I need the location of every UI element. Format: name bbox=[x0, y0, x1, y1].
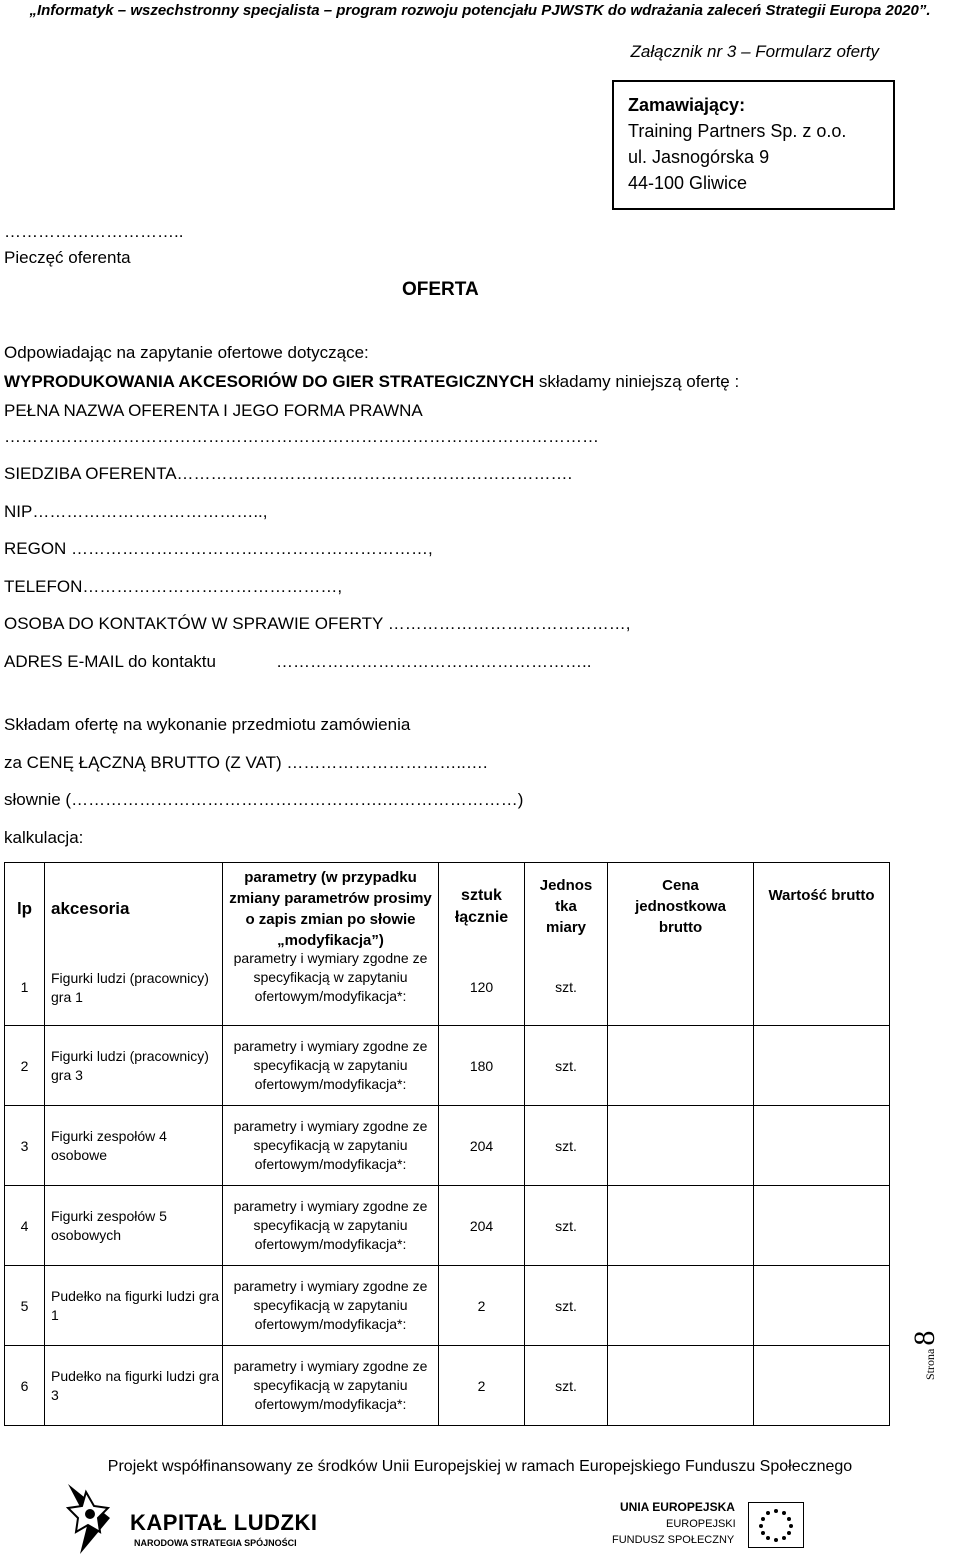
unit-value: szt. bbox=[525, 1186, 608, 1266]
item-name: Figurki ludzi (pracownicy) gra 3 bbox=[45, 1026, 223, 1106]
logo-right-line1: UNIA EUROPEJSKA bbox=[620, 1500, 735, 1514]
field-seat: SIEDZIBA OFERENTA……………………………………………………………. bbox=[4, 464, 573, 483]
item-name: Pudełko na figurki ludzi gra 3 bbox=[45, 1346, 223, 1426]
intro-subject-suffix: składamy niniejszą ofertę : bbox=[534, 372, 740, 391]
intro-subject-line bbox=[4, 372, 739, 392]
buyer-box bbox=[612, 80, 895, 210]
table-row bbox=[5, 1106, 890, 1186]
params-text: parametry i wymiary zgodne ze specyfikacją w zapytaniu ofertowym/modyfikacja*: bbox=[223, 1026, 439, 1106]
item-header: akcesoria bbox=[51, 899, 130, 918]
field-nip: NIP………………………………….., bbox=[4, 502, 268, 521]
intro-line: Odpowiadając na zapytanie ofertowe dotyczące: bbox=[4, 343, 369, 362]
unit-value: szt. bbox=[525, 1026, 608, 1106]
page-label: Strona bbox=[923, 1348, 937, 1380]
offer-price: za CENĘ ŁĄCZNĄ BRUTTO (Z VAT) …………………………..…. bbox=[4, 753, 488, 772]
unit-price-cell bbox=[608, 863, 754, 1026]
buyer-city: 44-100 Gliwice bbox=[628, 173, 748, 193]
qty-header: sztuk łącznie bbox=[454, 887, 509, 926]
field-contact: OSOBA DO KONTAKTÓW W SPRAWIE OFERTY ……………………………………, bbox=[4, 614, 631, 633]
gross-value[interactable] bbox=[754, 1266, 890, 1346]
unit-header: Jednos tka miary bbox=[539, 877, 593, 936]
item-name: Figurki zespołów 4 osobowe bbox=[45, 1106, 223, 1186]
project-title: „Informatyk – wszechstronny specjalista – program rozwoju potencjału PJWSTK do wdrażania zaleceń Strategii Europa 2020”. bbox=[29, 2, 931, 19]
item-name: Figurki ludzi (pracownicy) gra 1 bbox=[51, 970, 209, 1005]
qty-value: 180 bbox=[439, 1026, 525, 1106]
intro-subject: WYPRODUKOWANIA AKCESORIÓW DO GIER STRATEGICZNYCH bbox=[4, 372, 535, 391]
items-table bbox=[4, 862, 890, 1426]
unit-price-value[interactable] bbox=[608, 1266, 754, 1346]
kapital-ludzki-logo bbox=[60, 1478, 318, 1558]
field-full-name: PEŁNA NAZWA OFERENTA I JEGO FORMA PRAWNA bbox=[4, 401, 423, 420]
eu-flag-icon bbox=[748, 1502, 804, 1548]
gross-value[interactable] bbox=[754, 1026, 890, 1106]
field-full-name-dots: …………………………………………………………………………………………… bbox=[4, 427, 599, 446]
lp-value: 2 bbox=[5, 1026, 45, 1106]
unit-price-value[interactable] bbox=[608, 1106, 754, 1186]
buyer-name: Training Partners Sp. z o.o. bbox=[628, 121, 847, 141]
logo-left-title: KAPITAŁ LUDZKI bbox=[130, 1510, 318, 1535]
unit-price-value[interactable] bbox=[608, 1186, 754, 1266]
lp-value: 3 bbox=[5, 1106, 45, 1186]
table-row bbox=[5, 1186, 890, 1266]
unit-price-value[interactable] bbox=[608, 1346, 754, 1426]
gross-value[interactable] bbox=[754, 1346, 890, 1426]
params-text: parametry i wymiary zgodne ze specyfikacją w zapytaniu ofertowym/modyfikacja*: bbox=[223, 1266, 439, 1346]
item-name: Pudełko na figurki ludzi gra 1 bbox=[45, 1266, 223, 1346]
params-text: parametry i wymiary zgodne ze specyfikacją w zapytaniu ofertowym/modyfikacja*: bbox=[223, 1346, 439, 1426]
qty-value: 2 bbox=[439, 1266, 525, 1346]
unit-value: szt. bbox=[525, 1346, 608, 1426]
offer-calc: kalkulacja: bbox=[4, 828, 84, 847]
unit-value: szt. bbox=[555, 979, 577, 995]
table-row bbox=[5, 1346, 890, 1426]
unit-value: szt. bbox=[525, 1106, 608, 1186]
item-cell bbox=[45, 863, 223, 1026]
lp-header: lp bbox=[16, 899, 33, 918]
logo-left-subtitle: NARODOWA STRATEGIA SPÓJNOŚCI bbox=[134, 1538, 297, 1548]
buyer-street: ul. Jasnogórska 9 bbox=[628, 147, 770, 167]
table-row bbox=[5, 863, 890, 1026]
unit-price-header: Cena jednostkowa brutto bbox=[635, 877, 726, 936]
annex-label: Załącznik nr 3 – Formularz oferty bbox=[630, 42, 879, 61]
params-cell bbox=[223, 863, 439, 1026]
table-row bbox=[5, 1266, 890, 1346]
qty-value: 120 bbox=[469, 979, 494, 995]
lp-value: 4 bbox=[5, 1186, 45, 1266]
field-email-dots: ……………………………………………….. bbox=[276, 652, 592, 671]
qty-cell bbox=[439, 863, 525, 1026]
gross-header: Wartość brutto bbox=[768, 887, 875, 904]
unit-price-value[interactable] bbox=[608, 1026, 754, 1106]
field-regon: REGON ………………………………………………………, bbox=[4, 539, 433, 558]
stamp-dots: ………………………….. bbox=[4, 222, 184, 241]
star-logo-icon bbox=[60, 1478, 120, 1558]
item-name: Figurki zespołów 5 osobowych bbox=[45, 1186, 223, 1266]
lp-value: 1 bbox=[20, 979, 29, 995]
page-number bbox=[908, 1320, 948, 1380]
buyer-label: Zamawiający: bbox=[628, 95, 746, 115]
logo-right-line3: FUNDUSZ SPOŁECZNY bbox=[612, 1534, 735, 1546]
params-text: parametry i wymiary zgodne ze specyfikacją w zapytaniu ofertowym/modyfikacja*: bbox=[233, 950, 428, 1004]
offer-line: Składam ofertę na wykonanie przedmiotu zamówienia bbox=[4, 715, 411, 734]
lp-cell bbox=[5, 863, 45, 1026]
gross-cell bbox=[754, 863, 890, 1026]
lp-value: 6 bbox=[5, 1346, 45, 1426]
qty-value: 2 bbox=[439, 1346, 525, 1426]
footer-text: Projekt współfinansowany ze środków Unii Europejskiej w ramach Europejskiego Funduszu Społecznego bbox=[107, 1458, 853, 1475]
gross-value[interactable] bbox=[754, 1106, 890, 1186]
params-text: parametry i wymiary zgodne ze specyfikacją w zapytaniu ofertowym/modyfikacja*: bbox=[223, 1106, 439, 1186]
qty-value: 204 bbox=[439, 1106, 525, 1186]
qty-value: 204 bbox=[439, 1186, 525, 1266]
field-email-label: ADRES E-MAIL do kontaktu bbox=[4, 652, 216, 671]
eu-logo bbox=[610, 1500, 790, 1560]
page-number-value: 8 bbox=[908, 1330, 941, 1346]
lp-value: 5 bbox=[5, 1266, 45, 1346]
unit-cell bbox=[525, 863, 608, 1026]
params-text: parametry i wymiary zgodne ze specyfikacją w zapytaniu ofertowym/modyfikacja*: bbox=[223, 1186, 439, 1266]
logo-right-line2: EUROPEJSKI bbox=[666, 1518, 736, 1530]
unit-value: szt. bbox=[525, 1266, 608, 1346]
params-header: parametry (w przypadku zmiany parametrów prosimy o zapis zmian po słowie „modyfikacja”) bbox=[229, 869, 432, 949]
field-phone: TELEFON………………………………………, bbox=[4, 577, 343, 596]
page-title: OFERTA bbox=[402, 279, 479, 300]
offer-words: słownie (……………………………………………….……………………) bbox=[4, 790, 524, 809]
stamp-label: Pieczęć oferenta bbox=[4, 248, 131, 267]
gross-value[interactable] bbox=[754, 1186, 890, 1266]
table-row bbox=[5, 1026, 890, 1106]
